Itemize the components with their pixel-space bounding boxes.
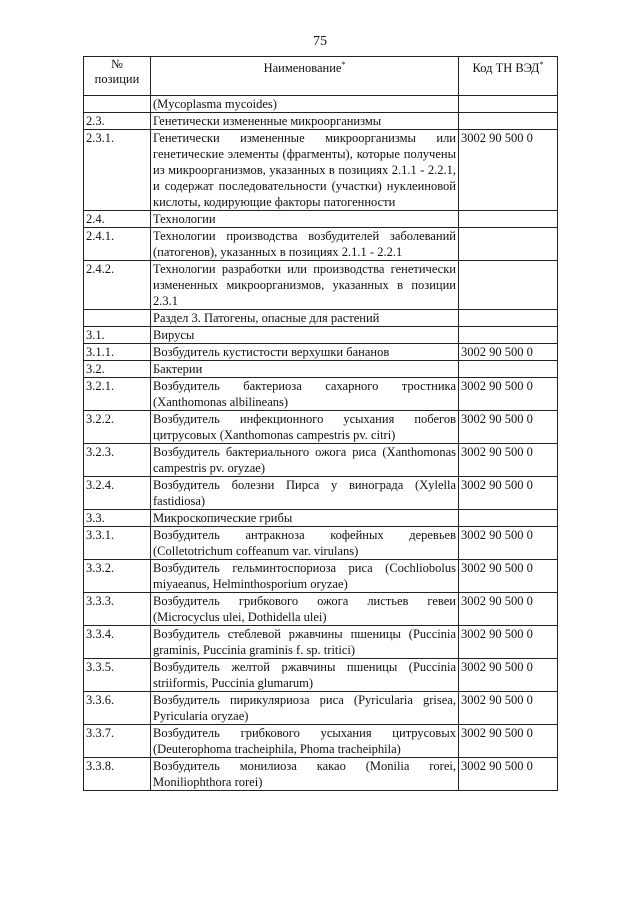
table-row: [84, 228, 558, 261]
row-name: Возбудитель монилиоза какао (Monilia rorei, Moniliophthora rorei): [151, 758, 459, 791]
table-row: [84, 758, 558, 791]
row-code: 3002 90 500 0: [459, 659, 558, 692]
row-name: Возбудитель бактериоза сахарного тростника (Xanthomonas albilineans): [151, 378, 459, 411]
table-row: [84, 211, 558, 228]
row-code: 3002 90 500 0: [459, 560, 558, 593]
pathogen-list-table: [83, 56, 558, 791]
table-row: [84, 361, 558, 378]
row-name: Вирусы: [151, 327, 459, 344]
row-code: [459, 228, 558, 261]
table-row: [84, 659, 558, 692]
footnote-mark: *: [341, 60, 346, 69]
header-code-label: Код ТН ВЭД: [472, 61, 540, 76]
row-name: Возбудитель пирикуляриоза риса (Pyricularia grisea, Pyricularia oryzae): [151, 692, 459, 725]
table-row: [84, 527, 558, 560]
row-code: 3002 90 500 0: [459, 411, 558, 444]
row-code: 3002 90 500 0: [459, 527, 558, 560]
row-code: [459, 327, 558, 344]
row-code: 3002 90 500 0: [459, 593, 558, 626]
header-position: [84, 57, 151, 96]
row-code: 3002 90 500 0: [459, 725, 558, 758]
header-name: [151, 57, 459, 96]
row-number: 3.2.1.: [84, 378, 151, 411]
table-header-row: [84, 57, 558, 96]
row-number: [84, 310, 151, 327]
row-number: 3.1.1.: [84, 344, 151, 361]
table-row: [84, 560, 558, 593]
footnote-mark: *: [539, 60, 544, 69]
row-code: 3002 90 500 0: [459, 130, 558, 211]
table-row: [84, 593, 558, 626]
table-row: [84, 725, 558, 758]
row-name: Технологии производства возбудителей заболеваний (патогенов), указанных в позициях 2.1.1 - 2.2.1: [151, 228, 459, 261]
row-code: 3002 90 500 0: [459, 626, 558, 659]
row-name: Возбудитель антракноза кофейных деревьев (Colletotrichum coffeanum var. virulans): [151, 527, 459, 560]
header-position-symbol: №: [111, 57, 123, 71]
row-number: 3.3.4.: [84, 626, 151, 659]
row-name: (Mycoplasma mycoides): [151, 96, 459, 113]
row-code: [459, 113, 558, 130]
row-number: 3.3.3.: [84, 593, 151, 626]
row-number: 3.3.5.: [84, 659, 151, 692]
table-row: [84, 130, 558, 211]
table-row: [84, 261, 558, 310]
table-row: [84, 444, 558, 477]
row-name: Бактерии: [151, 361, 459, 378]
row-name: Возбудитель стеблевой ржавчины пшеницы (Puccinia graminis, Puccinia graminis f. sp. tritici): [151, 626, 459, 659]
row-name: Возбудитель грибкового ожога листьев гевеи (Microcyclus ulei, Dothidella ulei): [151, 593, 459, 626]
row-number: 3.3.: [84, 510, 151, 527]
row-name: Возбудитель болезни Пирса у винограда (Xylella fastidiosa): [151, 477, 459, 510]
row-code: [459, 510, 558, 527]
table-row: [84, 344, 558, 361]
row-name: Генетически измененные микроорганизмы: [151, 113, 459, 130]
row-name: Возбудитель кустистости верхушки бананов: [151, 344, 459, 361]
row-name: Возбудитель желтой ржавчины пшеницы (Puccinia striiformis, Puccinia glumarum): [151, 659, 459, 692]
row-name: Возбудитель бактериального ожога риса (Xanthomonas campestris pv. oryzae): [151, 444, 459, 477]
row-number: 3.3.7.: [84, 725, 151, 758]
header-position-label: позиции: [94, 72, 140, 86]
table-row: [84, 96, 558, 113]
row-code: 3002 90 500 0: [459, 758, 558, 791]
row-code: [459, 310, 558, 327]
row-number: [84, 96, 151, 113]
table-row: [84, 411, 558, 444]
row-name: Раздел 3. Патогены, опасные для растений: [151, 310, 459, 327]
header-name-label: Наименование: [263, 61, 342, 76]
row-name: Технологии разработки или производства генетически измененных микроорганизмов, указанных в позиции 2.3.1: [151, 261, 459, 310]
table-row: [84, 477, 558, 510]
table-row: [84, 327, 558, 344]
row-number: 3.2.4.: [84, 477, 151, 510]
table-row: [84, 692, 558, 725]
row-number: 3.1.: [84, 327, 151, 344]
row-number: 3.2.2.: [84, 411, 151, 444]
page-number: 75: [313, 34, 327, 49]
row-code: 3002 90 500 0: [459, 444, 558, 477]
row-number: 2.3.1.: [84, 130, 151, 211]
row-name: Возбудитель гельминтоспориоза риса (Cochliobolus miyaeanus, Helminthosporium oryzae): [151, 560, 459, 593]
row-number: 2.3.: [84, 113, 151, 130]
row-name: Возбудитель инфекционного усыхания побегов цитрусовых (Xanthomonas campestris pv. citri): [151, 411, 459, 444]
row-number: 3.2.: [84, 361, 151, 378]
row-name: Генетически измененные микроорганизмы или генетические элементы (фрагменты), которые получены из микроорганизмов, указанных в позициях 2.1.1 - 2.2.1, и содержат последовательности (участки) нуклеиновой кислоты, кодирующие факторы патогенности: [151, 130, 459, 211]
table-row: [84, 113, 558, 130]
row-number: 2.4.: [84, 211, 151, 228]
row-number: 3.3.1.: [84, 527, 151, 560]
row-code: 3002 90 500 0: [459, 344, 558, 361]
table-row: [84, 510, 558, 527]
row-number: 3.3.2.: [84, 560, 151, 593]
row-number: 2.4.2.: [84, 261, 151, 310]
row-number: 3.3.8.: [84, 758, 151, 791]
row-code: [459, 261, 558, 310]
header-code: [459, 57, 558, 96]
row-code: 3002 90 500 0: [459, 378, 558, 411]
row-code: 3002 90 500 0: [459, 477, 558, 510]
row-number: 3.2.3.: [84, 444, 151, 477]
row-code: [459, 361, 558, 378]
row-number: 3.3.6.: [84, 692, 151, 725]
table-row: [84, 626, 558, 659]
row-number: 2.4.1.: [84, 228, 151, 261]
row-code: 3002 90 500 0: [459, 692, 558, 725]
row-name: Возбудитель грибкового усыхания цитрусовых (Deuterophoma tracheiphila, Phoma tracheiphila): [151, 725, 459, 758]
row-code: [459, 211, 558, 228]
row-code: [459, 96, 558, 113]
table-row: [84, 378, 558, 411]
row-name: Технологии: [151, 211, 459, 228]
row-name: Микроскопические грибы: [151, 510, 459, 527]
table-row: [84, 310, 558, 327]
